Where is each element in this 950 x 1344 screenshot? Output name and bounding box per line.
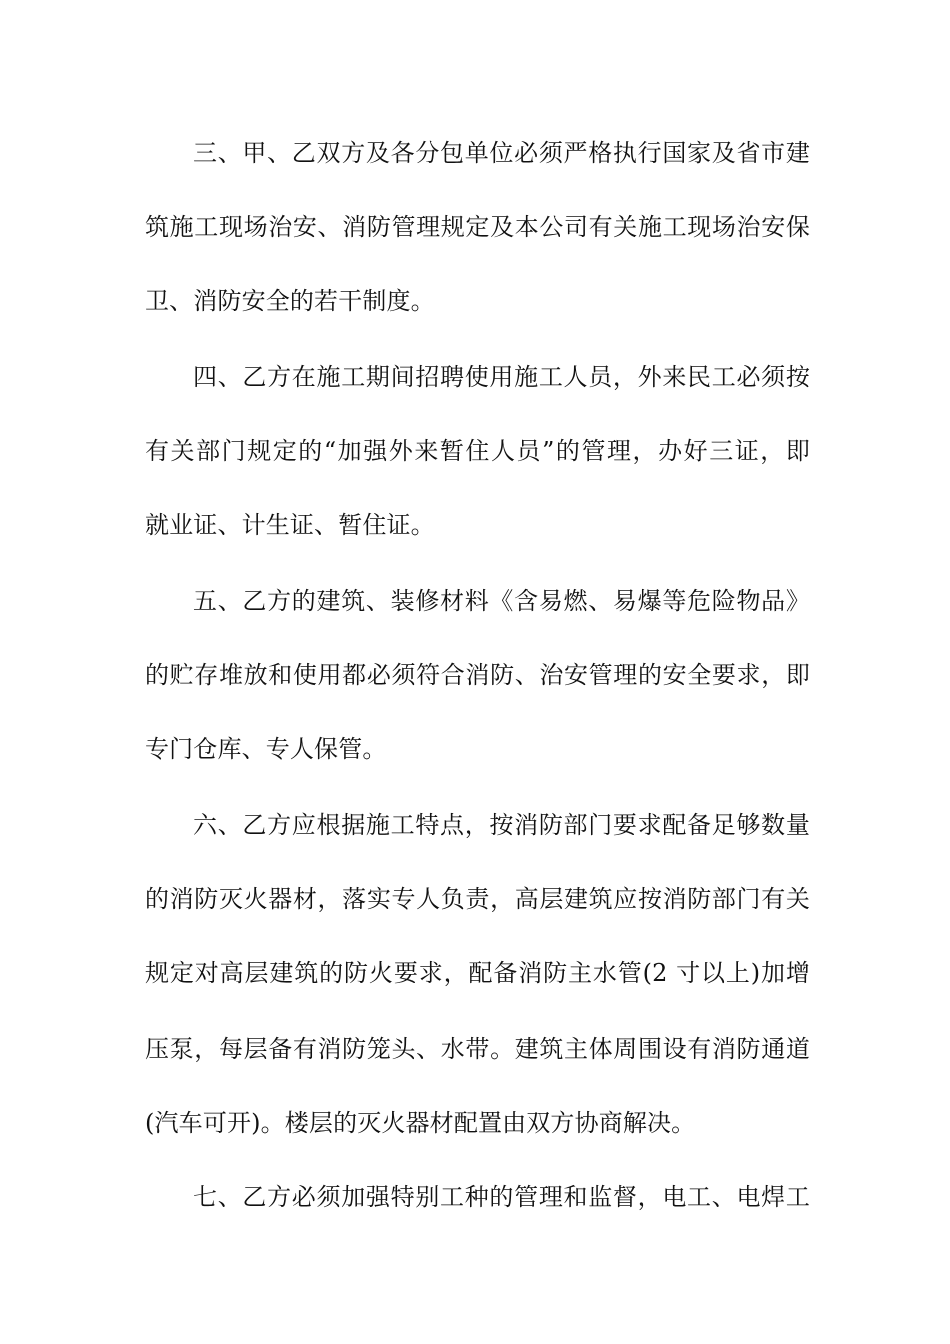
paragraph-3-line-3: 卫、消防安全的若干制度。 [145,287,435,315]
paragraph-4-line-3: 就业证、计生证、暂住证。 [145,511,435,539]
paragraph-4-line-1: 四、乙方在施工期间招聘使用施工人员，外来民工必须按 [193,363,810,391]
paragraph-5-line-3: 专门仓库、专人保管。 [145,735,387,763]
paragraph-3-line-1: 三、甲、乙双方及各分包单位必须严格执行国家及省市建 [193,139,810,167]
paragraph-4-line-2: 有关部门规定的“加强外来暂住人员”的管理，办好三证，即 [145,437,810,465]
paragraph-6-line-5: (汽车可开)。楼层的灭火器材配置由双方协商解决。 [145,1109,696,1137]
paragraph-6-line-1: 六、乙方应根据施工特点，按消防部门要求配备足够数量 [193,811,810,839]
paragraph-7-line-1: 七、乙方必须加强特别工种的管理和监督，电工、电焊工 [193,1183,810,1211]
paragraph-3-line-2: 筑施工现场治安、消防管理规定及本公司有关施工现场治安保 [145,213,810,241]
paragraph-6-line-2: 的消防灭火器材，落实专人负责，高层建筑应按消防部门有关 [145,885,810,913]
paragraph-6-line-4: 压泵，每层备有消防笼头、水带。建筑主体周围设有消防通道 [145,1035,810,1063]
paragraph-5-line-2: 的贮存堆放和使用都必须符合消防、治安管理的安全要求，即 [145,661,810,689]
paragraph-5-line-1: 五、乙方的建筑、装修材料《含易燃、易爆等危险物品》 [193,587,810,615]
paragraph-6-line-3: 规定对高层建筑的防火要求，配备消防主水管(2 寸以上)加增 [145,959,810,987]
